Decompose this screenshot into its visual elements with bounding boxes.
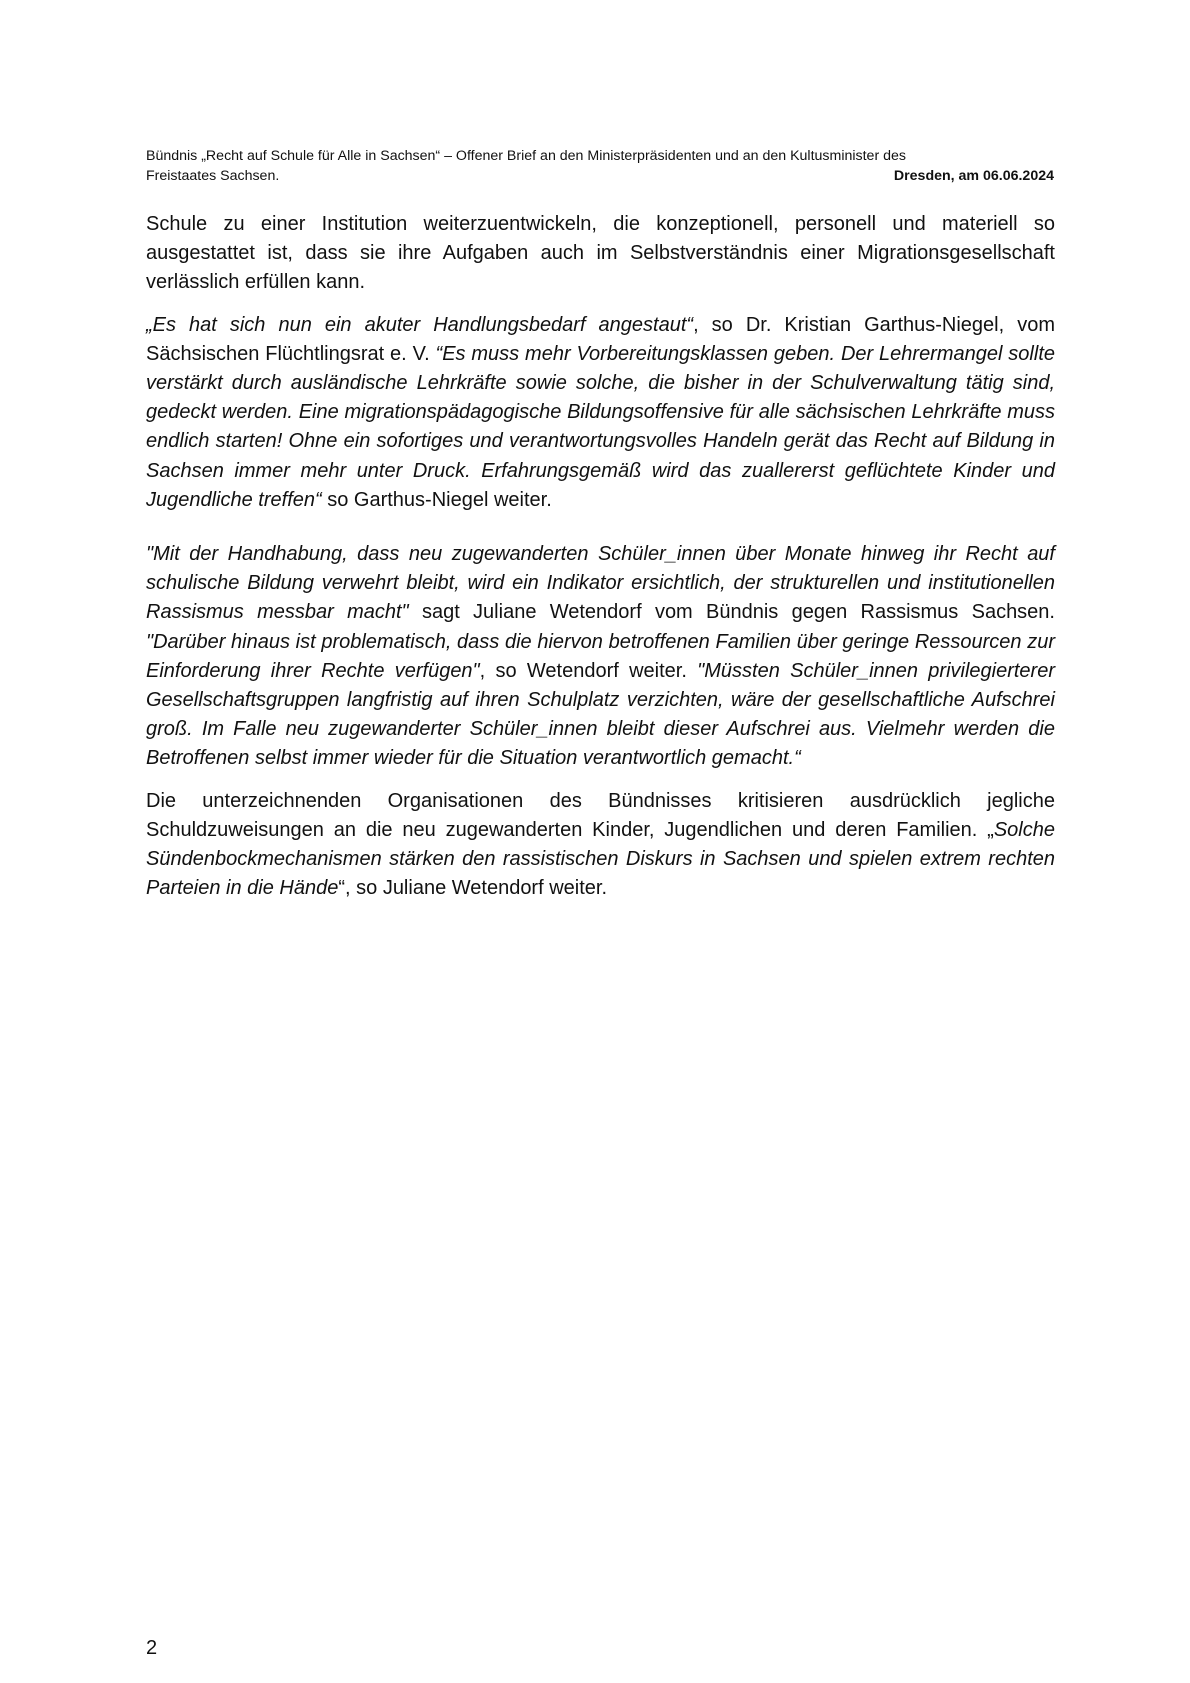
header-title-line: Bündnis „Recht auf Schule für Alle in Sachsen“ – Offener Brief an den Ministerpräsidenten und an den Kultusminister des bbox=[146, 148, 906, 164]
body-text: Schule zu einer Institution weiterzuentwickeln, die konzeptionell, personell und materiell so ausgestattet ist, dass sie ihre Aufgaben auch im Selbstverständnis einer Migrationsgesellschaft verlässlich erfüllen kann. bbox=[146, 213, 1055, 294]
page-header bbox=[146, 146, 1054, 186]
header-second-line bbox=[146, 166, 1054, 186]
paragraph-3 bbox=[146, 540, 1055, 774]
body-text: sagt Juliane Wetendorf vom Bündnis gegen Rassismus Sachsen. bbox=[408, 601, 1055, 624]
paragraph-2 bbox=[146, 311, 1055, 515]
quote-text: Solche Sündenbockmechanismen stärken den rassistischen Diskurs in Sachsen und spielen extrem rechten Parteien in die Hände bbox=[146, 818, 1055, 900]
body-text: , so Wetendorf weiter. bbox=[479, 659, 698, 682]
body-text: “, so Juliane Wetendorf weiter. bbox=[338, 877, 608, 900]
quote-text: "Mit der Handhabung, dass neu zugewanderten Schüler_innen über Monate hinweg ihr Recht auf schulische Bildung verwehrt bleibt, wird ein Indikator ersichtlich, der strukturellen und institutionellen Rassismus messbar macht" bbox=[146, 543, 1055, 624]
paragraph-1 bbox=[146, 210, 1055, 298]
quote-text: "Müssten Schüler_innen privilegierterer Gesellschaftsgruppen langfristig auf ihren Schulplatz verzichten, wäre der gesellschaftliche Aufschrei groß. Im Falle neu zugewanderter Schüler_innen bleibt dieser Aufschrei aus. Vielmehr werden die Betroffenen selbst immer wieder für die Situation verantwortlich gemacht.“ bbox=[146, 659, 1055, 770]
letter-body bbox=[146, 210, 1055, 903]
paragraph-4 bbox=[146, 787, 1055, 904]
header-date: Dresden, am 06.06.2024 bbox=[893, 168, 1054, 184]
page-number: 2 bbox=[146, 1637, 158, 1659]
body-text: , so Dr. Kristian Garthus-Niegel, vom Sächsischen Flüchtlingsrat e. V. bbox=[146, 313, 1055, 365]
quote-text: “Es muss mehr Vorbereitungsklassen geben. Der Lehrermangel sollte verstärkt durch ausländische Lehrkräfte sowie solche, die bisher in der Schulverwaltung tätig sind, gedeckt werden. Eine migrationspädagogische Bildungsoffensive für alle sächsischen Lehrkräfte muss endlich starten! Ohne ein sofortiges und verantwortungsvolles Handeln gerät das Recht auf Bildung in Sachsen immer mehr unter Druck. Erfahrungsgemäß wird das zuallererst geflüchtete Kinder und Jugendliche treffen“ bbox=[146, 342, 1055, 511]
body-text: so Garthus-Niegel weiter. bbox=[321, 488, 552, 511]
quote-text: „Es hat sich nun ein akuter Handlungsbedarf angestaut“ bbox=[146, 313, 694, 336]
header-title-continuation: Freistaates Sachsen. bbox=[146, 168, 280, 184]
body-text: Die unterzeichnenden Organisationen des Bündnisses kritisieren ausdrücklich jegliche Schuldzuweisungen an die neu zugewanderten Kinder, Jugendlichen und deren Familien. „ bbox=[146, 789, 1055, 841]
quote-text: "Darüber hinaus ist problematisch, dass die hiervon betroffenen Familien über geringe Ressourcen zur Einforderung ihrer Rechte verfügen" bbox=[146, 630, 1055, 682]
